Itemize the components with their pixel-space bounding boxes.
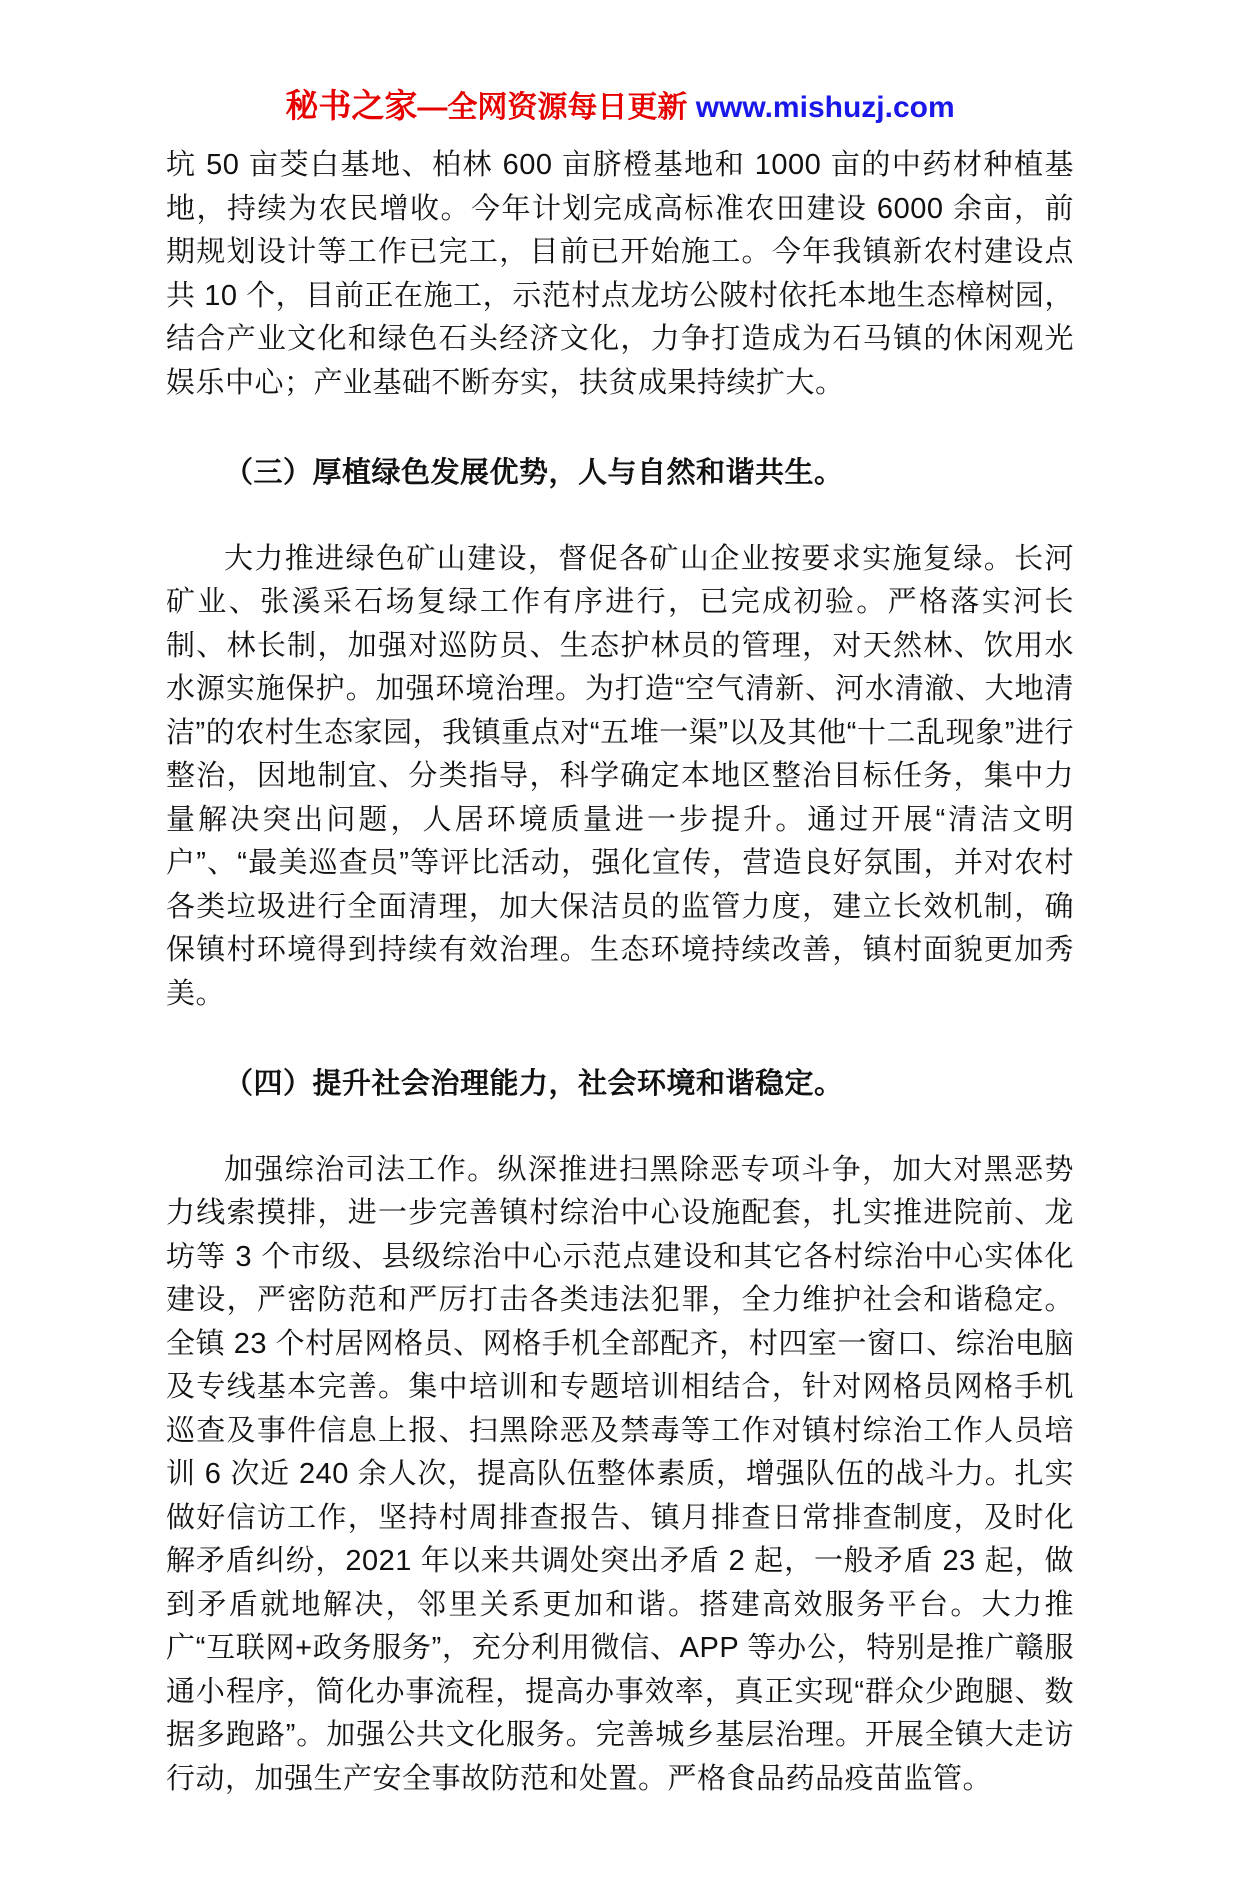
section-heading-three: （三）厚植绿色发展优势，人与自然和谐共生。 xyxy=(224,457,844,489)
paragraph-section-four: 加强综治司法工作。纵深推进扫黑除恶专项斗争，加大对黑恶势力线索摸排，进一步完善镇村综治中心设施配套，扎实推进院前、龙坊等 3 个市级、县级综治中心示范点建设和其它各村综治中心实体化建设，严密防范和严厉打击各类违法犯罪，全力维护社会和谐稳定。全镇 23 个村居网格员、网格手机全部配齐，村四室一窗口、综治电脑及专线基本完善。集中培训和专题培训相结合，针对网格员网格手机巡查及事件信息上报、扫黑除恶及禁毒等工作对镇村综治工作人员培训 6 次近 240 余人次，提高队伍整体素质，增强队伍的战斗力。扎实做好信访工作，坚持村周排查报告、镇月排查日常排查制度，及时化解矛盾纠纷，2021 年以来共调处突出矛盾 2 起，一般矛盾 23 起，做到矛盾就地解决，邻里关系更加和谐。搭建高效服务平台。大力推广“互联网+政务服务”，充分利用微信、APP 等办公，特别是推广赣服通小程序，简化办事流程，提高办事效率，真正实现“群众少跑腿、数据多跑路”。加强公共文化服务。完善城乡基层治理。开展全镇大走访行动，加强生产安全事故防范和处置。严格食品药品疫苗监管。 xyxy=(166,1153,1074,1795)
site-header xyxy=(166,86,1074,126)
site-url-link[interactable]: www.mishuzj.com xyxy=(695,91,955,124)
paragraph-continued: 坑 50 亩茭白基地、柏林 600 亩脐橙基地和 1000 亩的中药材种植基地，持续为农民增收。今年计划完成高标准农田建设 6000 余亩，前期规划设计等工作已完工，目前已开始施工。今年我镇新农村建设点共 10 个，目前正在施工，示范村点龙坊公陂村依托本地生态樟树园，结合产业文化和绿色石头经济文化，力争打造成为石马镇的休闲观光娱乐中心；产业基础不断夯实，扶贫成果持续扩大。 xyxy=(166,149,1074,399)
paragraph-section-three: 大力推进绿色矿山建设，督促各矿山企业按要求实施复绿。长河矿业、张溪采石场复绿工作有序进行，已完成初验。严格落实河长制、林长制，加强对巡防员、生态护林员的管理，对天然林、饮用水水源实施保护。加强环境治理。为打造“空气清新、河水清澈、大地清洁”的农村生态家园，我镇重点对“五堆一渠”以及其他“十二乱现象”进行整治，因地制宜、分类指导，科学确定本地区整治目标任务，集中力量解决突出问题，人居环境质量进一步提升。通过开展“清洁文明户”、“最美巡查员”等评比活动，强化宣传，营造良好氛围，并对农村各类垃圾进行全面清理，加大保洁员的监管力度，建立长效机制，确保镇村环境得到持续有效治理。生态环境持续改善，镇村面貌更加秀美。 xyxy=(166,542,1074,1010)
site-name: 秘书之家 xyxy=(285,87,418,124)
site-tagline: —全网资源每日更新 xyxy=(417,91,696,124)
section-heading-four: （四）提升社会治理能力，社会环境和谐稳定。 xyxy=(224,1068,844,1101)
